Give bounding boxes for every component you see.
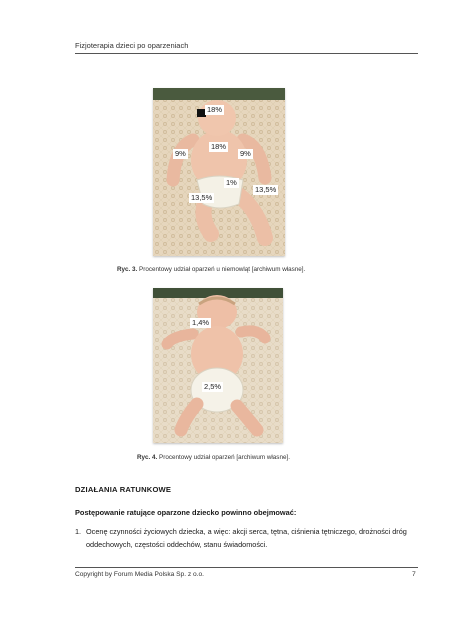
footer-copyright: Copyright by Forum Media Polska Sp. z o.o. — [75, 571, 204, 578]
burn-label-torso: 18% — [211, 142, 227, 151]
burn-label-left-arm: 9% — [175, 149, 186, 158]
burn-label-head: 18% — [207, 105, 223, 114]
burn-label-left-leg: 13,5% — [191, 193, 213, 202]
section-subheading: Postępowanie ratujące oparzone dziecko powinno obejmować: — [75, 508, 297, 517]
burn-label-right-leg: 13,5% — [255, 185, 277, 194]
section-heading: DZIAŁANIA RATUNKOWE — [75, 485, 172, 494]
infant-prone-illustration — [153, 288, 283, 443]
figure-3-caption — [117, 266, 305, 273]
figure-4-caption — [137, 454, 290, 461]
infant-burn-photo-2 — [153, 288, 283, 443]
burn-label-buttocks: 2,5% — [204, 382, 222, 391]
figure-4-caption-prefix: Ryc. 4. — [137, 454, 158, 461]
infant-burn-photo-1 — [153, 88, 285, 256]
footer-rule — [75, 567, 418, 568]
burn-label-right-arm: 9% — [240, 149, 251, 158]
header-rule — [75, 53, 418, 54]
figure-3-caption-prefix: Ryc. 3. — [117, 266, 138, 273]
burn-label-genital: 1% — [226, 178, 237, 187]
burn-label-head-prone: 1,4% — [192, 318, 210, 327]
list-item-text: Ocenę czynności życiowych dziecka, a więc: akcji serca, tętna, ciśnienia tętniczego, drożności dróg oddechowych, częstości oddechów, stanu świadomości. — [86, 527, 407, 549]
figure-3-caption-text: Procentowy udział oparzeń u niemowląt [archiwum własne]. — [137, 266, 306, 273]
list-item-number: 1. — [75, 527, 82, 536]
figure-4-caption-text: Procentowy udział oparzeń [archiwum własne]. — [157, 454, 290, 461]
page-number: 7 — [412, 571, 416, 578]
running-header: Fizjoterapia dzieci po oparzeniach — [75, 41, 189, 50]
